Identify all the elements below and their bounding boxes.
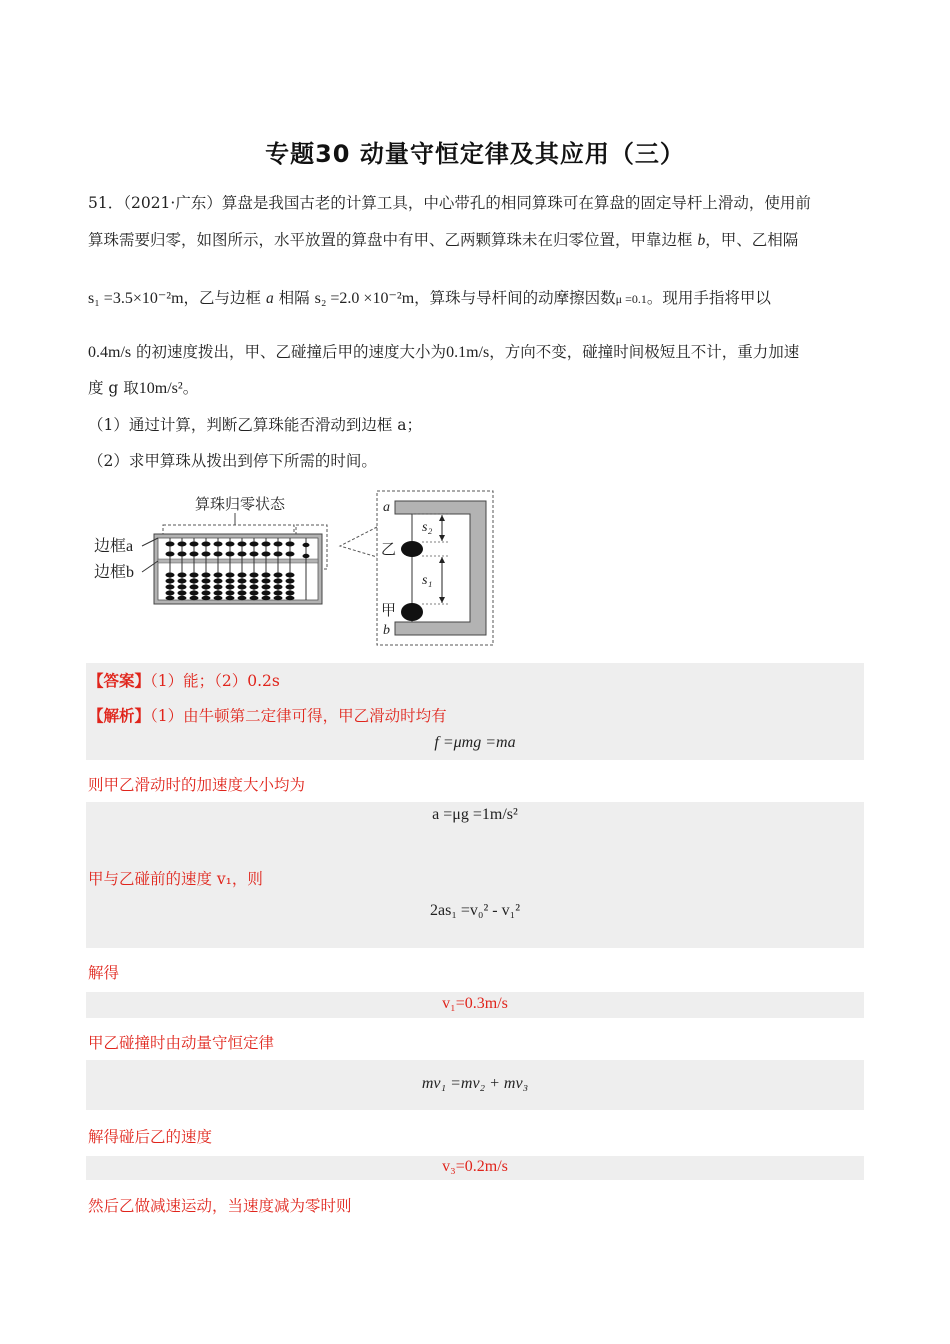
s1-expression: s₁ =3.5×10⁻²m [88, 290, 184, 307]
bead-yi [401, 541, 423, 557]
label-b: b [383, 623, 390, 638]
bead-jia [401, 603, 423, 621]
equation-3: 2as₁ =v₀² - v₁² [429, 902, 520, 919]
abacus-figure [90, 487, 500, 649]
s1-label: s₁ [422, 573, 433, 588]
answer-line: 【答案】（1）能；（2）0.2s [88, 671, 280, 690]
mu-expression: μ =0.1 [615, 292, 647, 306]
frame-a-label: 边框a [94, 538, 134, 555]
s2-label: s₂ [422, 520, 433, 535]
analysis-tag: 【解析】 [88, 706, 151, 725]
equation-5: mv₁ =mv₂ + mv₃ [421, 1075, 529, 1092]
problem-line-1: 51．（2021·广东）算盘是我国古老的计算工具，中心带孔的相同算珠可在算盘的固定导杆上滑动，使用前 [88, 194, 811, 212]
text-line-1: 则甲乙滑动时的加速度大小均为 [88, 776, 306, 794]
question-1: （1）通过计算，判断乙算珠能否滑动到边框 a； [88, 416, 423, 434]
problem-line-5: 度 g 取10m/s²。 [88, 379, 199, 397]
frame-b-label: 边框b [94, 564, 135, 581]
equation-2: a =μg =1m/s² [432, 806, 518, 823]
text-line-4: 甲乙碰撞时由动量守恒定律 [88, 1034, 275, 1052]
state-label: 算珠归零状态 [195, 497, 286, 513]
label-jia: 甲 [381, 603, 397, 619]
page-title: 专题30 动量守恒定律及其应用（三） [265, 140, 685, 168]
equation-4: v₁=0.3m/s [442, 995, 508, 1012]
problem-line-3: s₁ =3.5×10⁻²m，乙与边框 a 相隔 s₂ =2.0 ×10⁻²m，算珠与导杆间的动摩擦因数μ =0.1。现用手指将甲以 [88, 289, 771, 307]
problem-line-4: 0.4m/s 的初速度拨出，甲、乙碰撞后甲的速度大小为0.1m/s，方向不变，碰撞时间极短且不计，重力加速 [88, 343, 800, 361]
equation-6: v₃=0.2m/s [442, 1158, 508, 1175]
label-yi: 乙 [381, 542, 397, 558]
question-2: （2）求甲算珠从拨出到停下所需的时间。 [88, 452, 377, 470]
text-line-2: 甲与乙碰前的速度 v₁，则 [88, 870, 263, 888]
text-line-6: 然后乙做减速运动，当速度减为零时则 [88, 1197, 352, 1215]
analysis-line: 【解析】（1）由牛顿第二定律可得，甲乙滑动时均有 [88, 706, 447, 725]
problem-line-2: 算珠需要归零，如图所示，水平放置的算盘中有甲、乙两颗算珠未在归零位置，甲靠边框 b，甲、乙相隔 [88, 231, 799, 249]
equation-1: f =μmg =ma [434, 734, 516, 751]
text-line-5: 解得碰后乙的速度 [88, 1128, 213, 1146]
answer-tag: 【答案】 [88, 671, 151, 690]
s2-expression: s₂ =2.0 ×10⁻²m [314, 290, 415, 307]
text-line-3: 解得 [88, 964, 120, 982]
label-a: a [383, 500, 390, 515]
